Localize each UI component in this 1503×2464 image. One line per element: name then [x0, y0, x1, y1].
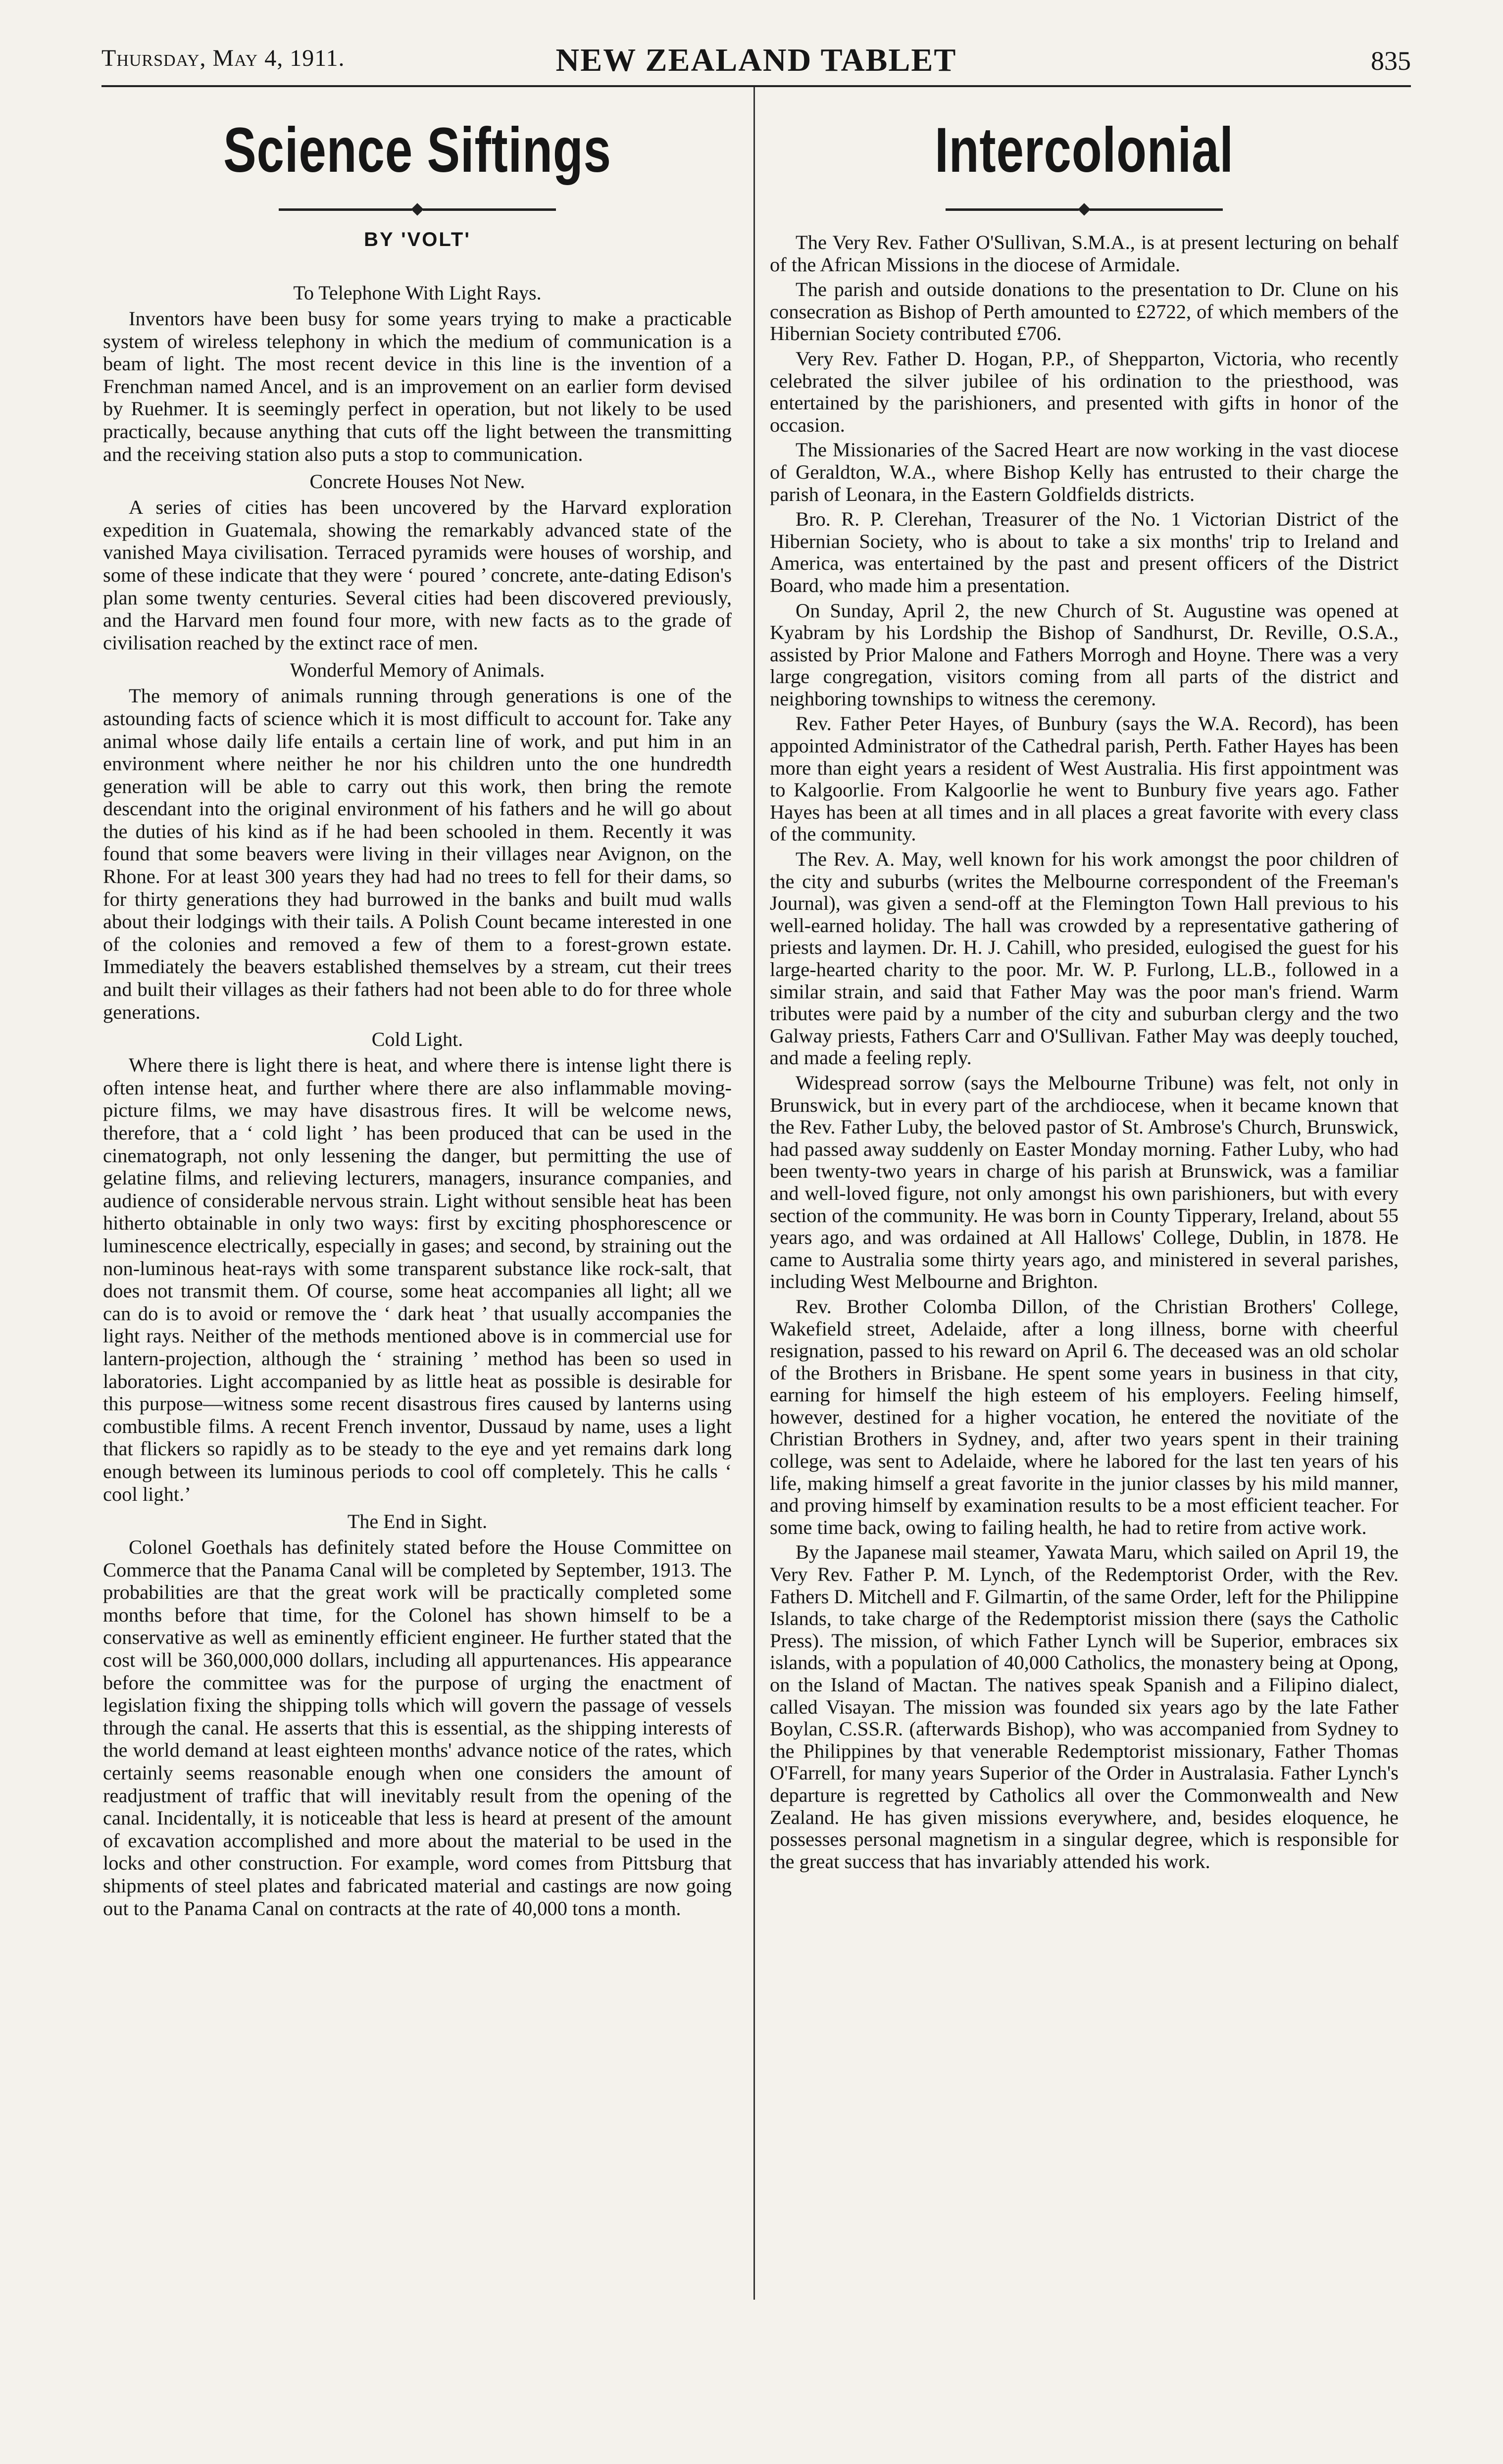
- ornament-divider: [946, 205, 1223, 214]
- masthead-title: NEW ZEALAND TABLET: [555, 42, 957, 78]
- news-paragraph: The Missionaries of the Sacred Heart are now working in the vast diocese of Geraldton, W.A., where Bishop Kelly has entrusted to their charge the parish of Leonara, in the Eastern Goldfields districts.: [770, 439, 1399, 505]
- page-header: [101, 42, 1411, 79]
- article-paragraph: A series of cities has been uncovered by the Harvard exploration expedition in Guatemala, showing the remarkably advanced state of the vanished Maya civilisation. Terraced pyramids were houses of worship, and some of these indicate that they were ‘ poured ’ concrete, ante-dating Edison's plan some twenty centuries. Several cities had been discovered previously, and the Harvard men found four more, with new facts as to the grade of civilisation reached by the extinct race of men.: [103, 496, 732, 654]
- column-divider: [753, 87, 755, 2300]
- article-heading: Concrete Houses Not New.: [309, 470, 525, 493]
- article-heading: Cold Light.: [371, 1028, 463, 1051]
- news-paragraph: By the Japanese mail steamer, Yawata Maru, which sailed on April 19, the Very Rev. Father P. M. Lynch, of the Redemptorist Order, with the Rev. Fathers D. Mitchell and F. Gilmartin, of the same Order, left for the Philippine Islands, to take charge of the Redemptorist mission there (says the Catholic Press). The mission, of which Father Lynch will be Superior, embraces six islands, with a population of 40,000 Catholics, the monastery being at Opong, on the Island of Mactan. The natives speak Spanish and a Filipino dialect, called Visayan. The mission was founded six years ago by the late Father Boylan, C.SS.R. (afterwards Bishop), who was accompanied from Sydney to the Philippines by that venerable Redemptorist missionary, Father Thomas O'Farrell, for many years Superior of the Order in Australasia. Father Lynch's departure is regretted by Catholics all over the Commonwealth and New Zealand. He has given missions everywhere, and, besides eloquence, he possesses personal magnetism in a singular degree, which is responsible for the great success that has invariably attended his work.: [770, 1541, 1399, 1873]
- news-paragraph: Bro. R. P. Clerehan, Treasurer of the No. 1 Victorian District of the Hibernian Society, who is about to take a six months' trip to Ireland and America, was entertained by the past and present officers of the District Board, who made him a presentation.: [770, 508, 1399, 596]
- article-paragraph: Where there is light there is heat, and where there is intense light there is often intense heat, and further where there are also inflammable moving-picture films, we may have disastrous fires. It will be welcome news, therefore, that a ‘ cold light ’ has been produced that can be used in the cinematograph, not only lessening the danger, but permitting the use of gelatine films, and relieving lecturers, managers, insurance companies, and audience of considerable nervous strain. Light without sensible heat has been hitherto obtainable in only two ways: first by exciting phosphorescence or luminescence electrically, especially in gases; and second, by straining out the non-luminous heat-rays with some transparent substance like rock-salt, that does not transmit them. Of course, some heat accompanies all light; all we can do is to avoid or remove the ‘ dark heat ’ that usually accompanies the light rays. Neither of the methods mentioned above is in commercial use for lantern-projection, although the ‘ straining ’ method has been so used in laboratories. Light accompanied by as little heat as possible is desirable for this purpose—witness some recent disastrous fires caused by lanterns using combustible films. A recent French inventor, Dussaud by name, uses a light that flickers so rapidly as to be steady to the eye and yet remains dark long enough between its luminous periods to cool off completely. This he calls ‘ cool light.’: [103, 1054, 732, 1505]
- news-paragraph: Widespread sorrow (says the Melbourne Tribune) was felt, not only in Brunswick, but in every part of the archdiocese, when it became known that the Rev. Father Luby, the beloved pastor of St. Ambrose's Church, Brunswick, had passed away suddenly on Easter Monday morning. Father Luby, who had been twenty-two years in charge of his parish at Brunswick, was a familiar and well-loved figure, not only amongst his own parishioners, but with every section of the community. He was born in County Tipperary, Ireland, about 55 years ago, and was ordained at All Hallows' College, Dublin, in 1878. He came to Australia some thirty years ago, and ministered in several parishes, including West Melbourne and Brighton.: [770, 1071, 1399, 1293]
- article-paragraph: The memory of animals running through generations is one of the astounding facts of science which it is most difficult to account for. Take any animal whose daily life entails a certain line of work, and put him in an environment where neither he nor his children unto the one hundredth generation will be able to carry out this work, then bring the remote descendant into the original environment of his fathers and he will go about the duties of his kind as if he had been schooled in them. Recently it was found that some beavers were living in their villages near Avignon, on the Rhone. For at least 300 years they had had no trees to fell for their dams, so for thirty generations they had burrowed in the banks and built mud walls about their lodgings with their tails. A Polish Count became interested in one of the colonies and removed a few of them to a forest-grown estate. Immediately the beavers established themselves by a stream, cut their trees and built their villages as their fathers had not been able to do for three whole generations.: [103, 685, 732, 1023]
- section-title: Science Siftings: [223, 115, 611, 186]
- news-paragraph: The Rev. A. May, well known for his work amongst the poor children of the city and suburbs (writes the Melbourne correspondent of the Freeman's Journal), was given a send-off at the Flemington Town Hall previous to his well-earned holiday. The hall was crowded by a representative gathering of priests and laymen. Dr. H. J. Cahill, who presided, eulogised the guest for his large-hearted charity to the poor. Mr. W. P. Furlong, LL.B., followed in a similar strain, and said that Father May was the poor man's friend. Warm tributes were paid by a number of the city and suburban clergy and the two Galway priests, Fathers Carr and O'Sullivan. Father May was deeply touched, and made a feeling reply.: [770, 848, 1399, 1069]
- article-paragraph: Colonel Goethals has definitely stated before the House Committee on Commerce that the Panama Canal will be completed by September, 1913. The probabilities are that the great work will be practically completed some months before that time, for the Colonel has shown himself to be a conservative as well as eminently efficient engineer. He further stated that the cost will be 360,000,000 dollars, including all appurtenances. His appearance before the committee was for the purpose of urging the enactment of legislation fixing the shipping tolls which will govern the passage of vessels through the canal. He asserts that this is essential, as the shipping interests of the world demand at least eighteen months' advance notice of the rates, which certainly seems reasonable enough when one considers the amount of readjustment of traffic that will inevitably result from the opening of the canal. Incidentally, it is noticeable that less is heard at present of the amount of excavation accomplished and more about the material to be used in the locks and other construction. For example, word comes from Pittsburg that shipments of steel plates and fabricated material and castings are now going out to the Panama Canal on contracts at the rate of 40,000 tons a month.: [103, 1536, 732, 1920]
- ornament-divider: [279, 205, 556, 214]
- news-paragraph: On Sunday, April 2, the new Church of St. Augustine was opened at Kyabram by his Lordship the Bishop of Sandhurst, Dr. Reville, O.S.A., assisted by Prior Malone and Fathers Morrogh and Hoyne. There was a very large congregation, visitors coming from all parts of the district and neighboring townships to witness the ceremony.: [770, 599, 1399, 710]
- news-paragraph: The parish and outside donations to the presentation to Dr. Clune on his consecration as Bishop of Perth amounted to £2722, of which members of the Hibernian Society contributed £706.: [770, 278, 1399, 345]
- news-paragraph: Very Rev. Father D. Hogan, P.P., of Shepparton, Victoria, who recently celebrated the silver jubilee of his ordination to the priesthood, was entertained by the parishioners, and presented with gifts in honor of the occasion.: [770, 347, 1399, 436]
- page-number: 835: [1371, 46, 1411, 76]
- intercolonial-column: [770, 98, 1399, 1875]
- article-paragraph: Inventors have been busy for some years trying to make a practicable system of wireless telephony in which the medium of communication is a beam of light. The most recent device in this line is the invention of a Frenchman named Ancel, and is an improvement on an earlier form devised by Ruehmer. It is seemingly perfect in operation, but not likely to be used practically, because anything that cuts off the light between the transmitting and the receiving station also puts a stop to communication.: [103, 307, 732, 465]
- header-rule: [101, 85, 1411, 87]
- article-heading: Wonderful Memory of Animals.: [290, 659, 545, 682]
- article-heading: To Telephone With Light Rays.: [293, 282, 542, 304]
- news-paragraph: Rev. Brother Colomba Dillon, of the Christian Brothers' College, Wakefield street, Adelaide, after a long illness, borne with cheerful resignation, passed to his reward on April 6. The deceased was an old scholar of the Brothers in Brisbane. He spent some years in business in that city, earning for himself the high esteem of his employers. Feeling himself, however, destined for a higher vocation, he entered the novitiate of the Christian Brothers in Sydney, and, after two years spent in their training college, was sent to Adelaide, where he labored for the last ten years of his life, making himself a great favorite in the junior classes by his mild manner, and proving himself by examination results to be a most efficient teacher. For some time back, owing to failing health, he had to retire from active work.: [770, 1295, 1399, 1538]
- byline: BY 'VOLT': [364, 229, 471, 250]
- issue-date: Thursday, May 4, 1911.: [101, 45, 345, 71]
- news-paragraph: The Very Rev. Father O'Sullivan, S.M.A., is at present lecturing on behalf of the African Missions in the diocese of Armidale.: [770, 231, 1399, 276]
- section-title: Intercolonial: [935, 115, 1234, 186]
- article-heading: The End in Sight.: [347, 1510, 488, 1533]
- science-siftings-column: [103, 98, 732, 1920]
- news-paragraph: Rev. Father Peter Hayes, of Bunbury (says the W.A. Record), has been appointed Administrator of the Cathedral parish, Perth. Father Hayes has been more than eight years a resident of West Australia. His first appointment was to Kalgoorlie. From Kalgoorlie he went to Bunbury five years ago. Father Hayes has been at all times and in all places a great favorite with every class of the community.: [770, 712, 1399, 845]
